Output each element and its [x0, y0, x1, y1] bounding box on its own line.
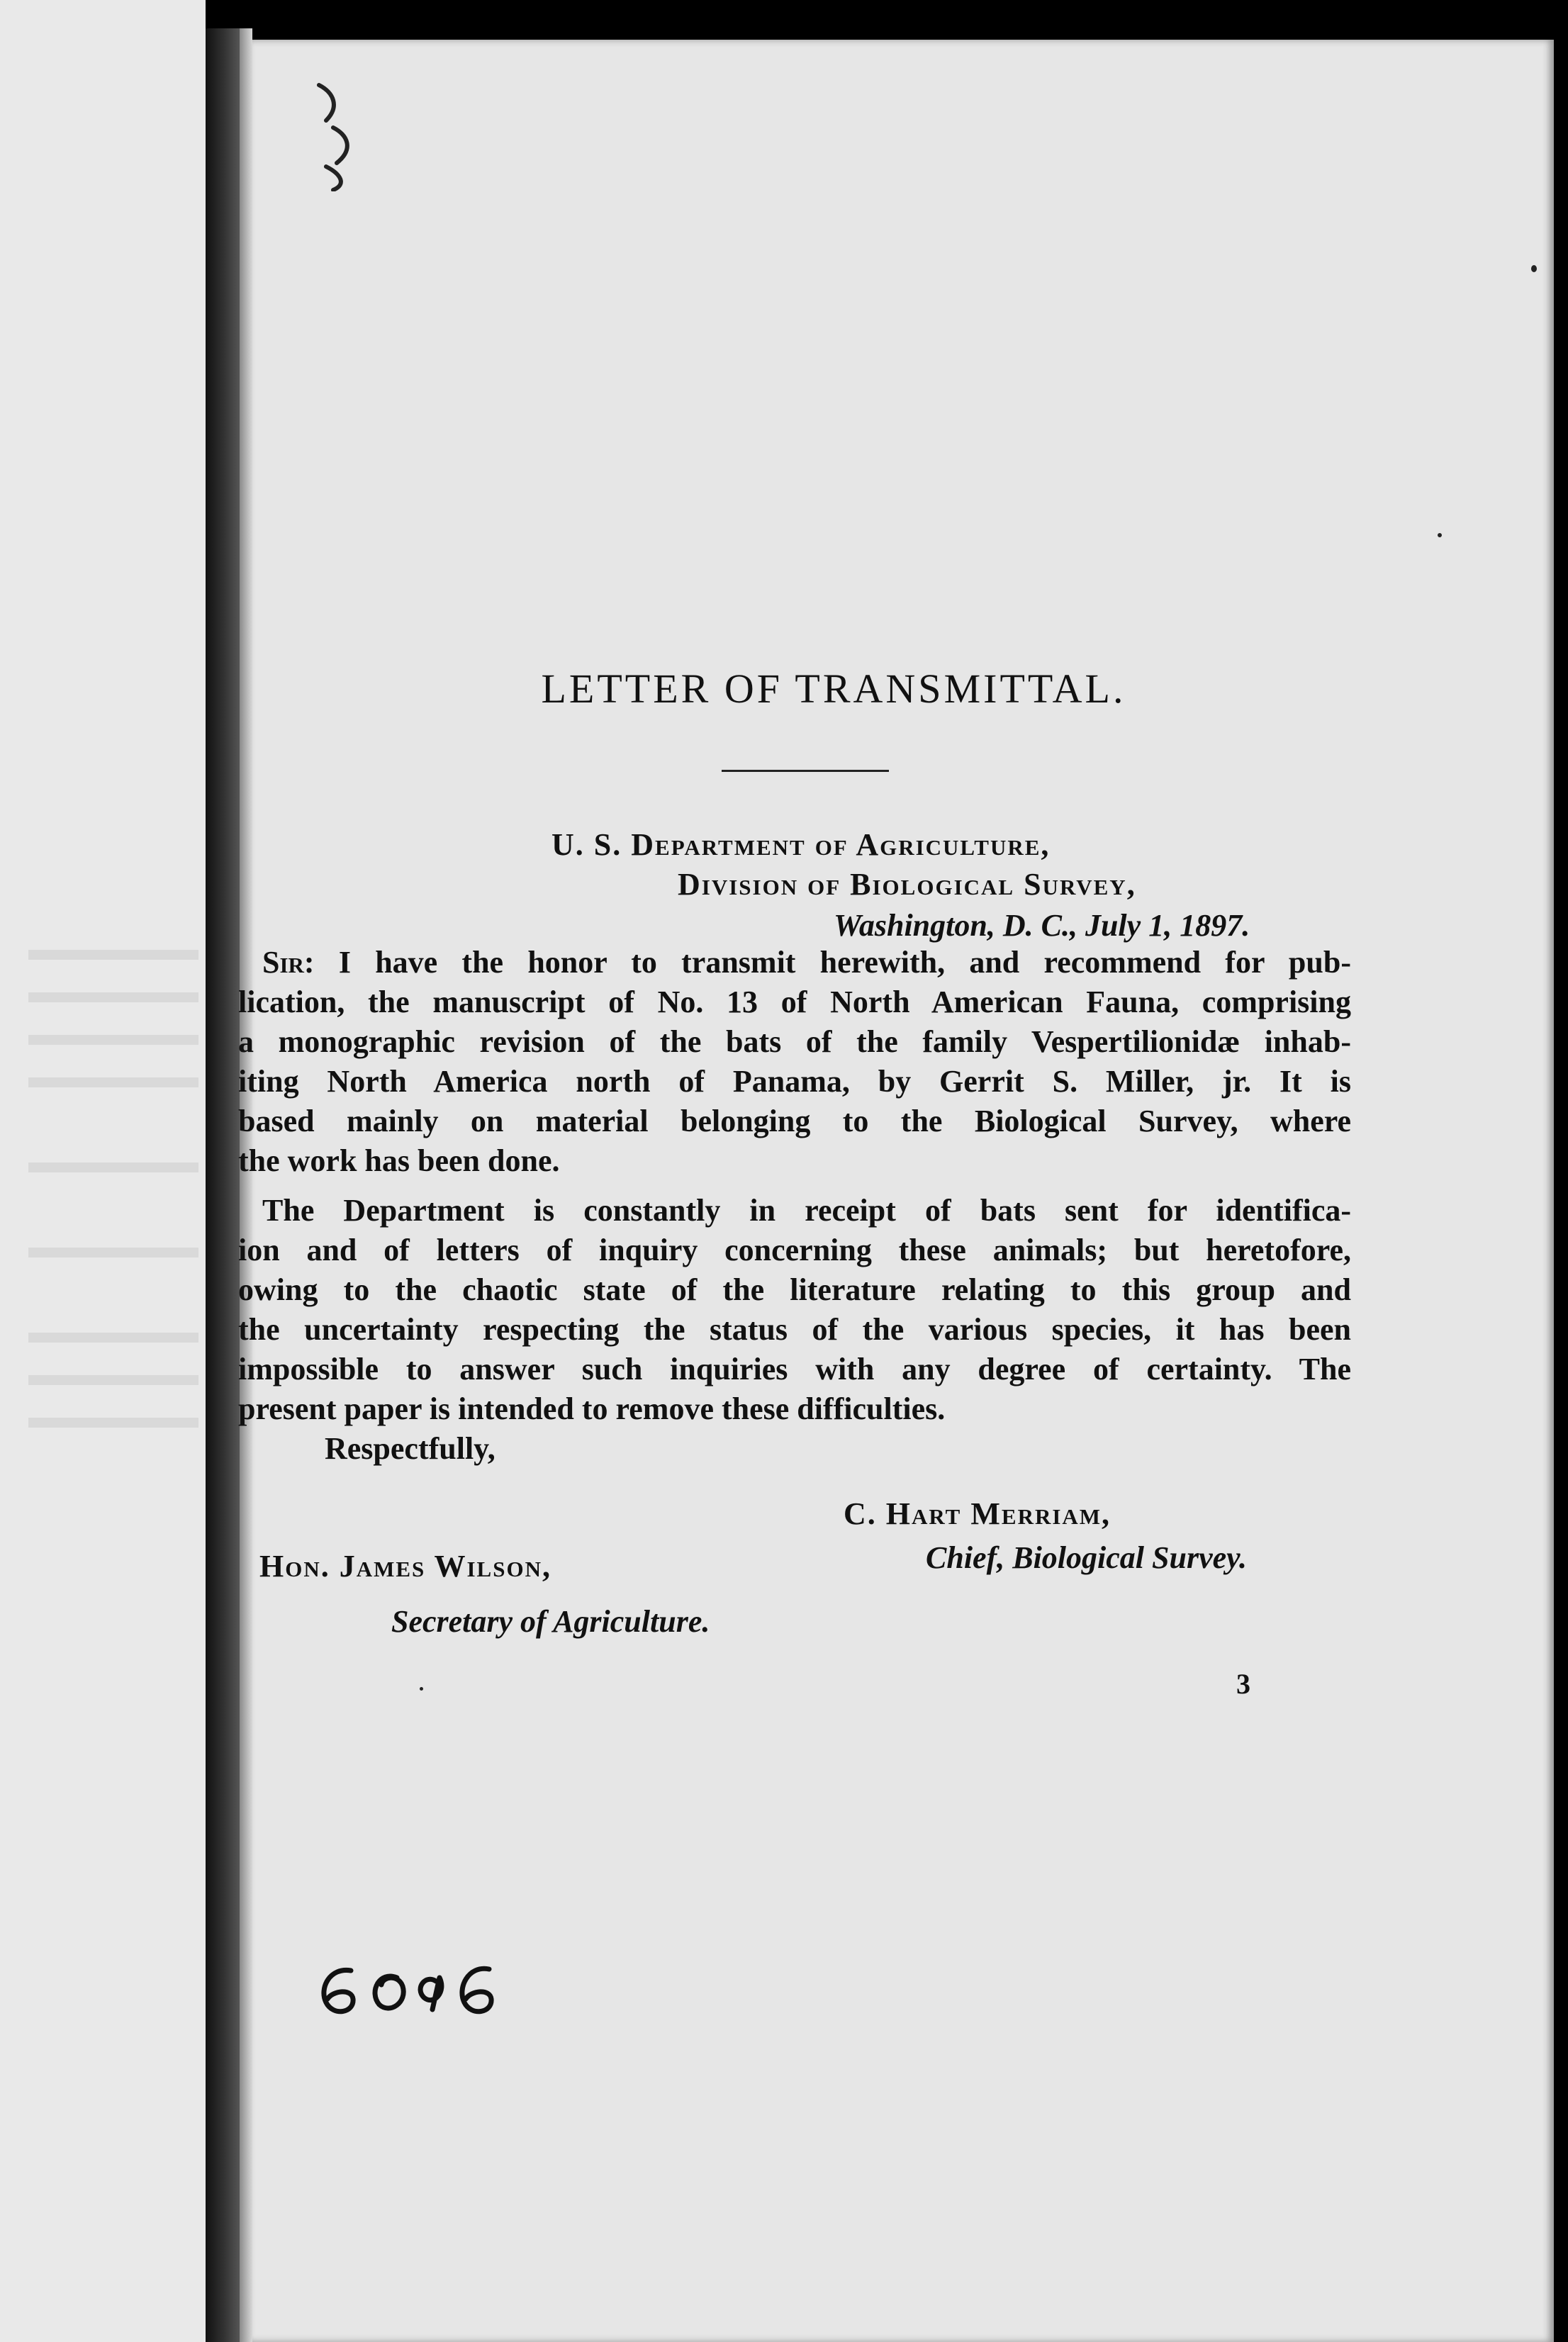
paragraph-line-text: I have the honor to transmit herewith, and recommend for pub-: [338, 945, 1351, 980]
paragraph-line: the work has been done.: [238, 1143, 560, 1178]
paragraph-line: impossible to answer such inquiries with any degree of certainty. The: [238, 1352, 1351, 1386]
paragraph-line: iting North America north of Panama, by Gerrit S. Miller, jr. It is: [238, 1064, 1351, 1099]
paragraph-line: owing to the chaotic state of the literature relating to this group and: [238, 1272, 1351, 1307]
speck: [420, 1687, 423, 1691]
paragraph-line: [262, 943, 1351, 982]
page-edge-shadow: [240, 28, 252, 2342]
salutation: Sir:: [262, 945, 315, 980]
speck: [1531, 265, 1537, 272]
paragraph-line: based mainly on material belonging to the Biological Survey, where: [238, 1104, 1351, 1138]
division-line: Division of Biological Survey,: [678, 867, 1136, 902]
speck: [1438, 533, 1442, 537]
facing-text-fragment: [28, 1418, 198, 1428]
page-number: 3: [1236, 1668, 1250, 1700]
addressee-name: Hon. James Wilson,: [259, 1549, 551, 1584]
addressee-title: Secretary of Agriculture.: [391, 1604, 710, 1639]
paragraph-line: ion and of letters of inquiry concerning these animals; but heretofore,: [238, 1233, 1351, 1267]
facing-text-fragment: [28, 1077, 198, 1087]
place-date-line: Washington, D. C., July 1, 1897.: [834, 908, 1250, 943]
page-title: LETTER OF TRANSMITTAL.: [541, 666, 1126, 712]
paragraph-line: lication, the manuscript of No. 13 of North American Fauna, comprising: [238, 985, 1351, 1019]
department-line: U. S. Department of Agriculture,: [551, 827, 1051, 862]
signer-title: Chief, Biological Survey.: [926, 1540, 1248, 1575]
paragraph-line: The Department is constantly in receipt of bats sent for identifica-: [262, 1193, 1351, 1228]
facing-text-fragment: [28, 950, 198, 960]
facing-text-fragment: [28, 992, 198, 1002]
signer-name: C. Hart Merriam,: [844, 1496, 1111, 1531]
facing-text-fragment: [28, 1248, 198, 1257]
binding-gutter: [206, 28, 240, 2342]
facing-text-fragment: [28, 1333, 198, 1343]
paragraph-line: a monographic revision of the bats of the family Vespertilionidæ inhab-: [238, 1024, 1351, 1059]
title-rule: [722, 770, 889, 772]
paragraph-line: the uncertainty respecting the status of the various species, it has been: [238, 1312, 1351, 1347]
paragraph-line: present paper is intended to remove these difficulties.: [238, 1391, 946, 1426]
closing: Respectfully,: [325, 1431, 495, 1466]
pencil-mark-icon: [305, 78, 369, 191]
facing-text-fragment: [28, 1162, 198, 1172]
facing-text-fragment: [28, 1375, 198, 1385]
facing-text-fragment: [28, 1035, 198, 1045]
facing-page-edge: [0, 0, 206, 2342]
handwritten-number-icon: [312, 1956, 503, 2020]
